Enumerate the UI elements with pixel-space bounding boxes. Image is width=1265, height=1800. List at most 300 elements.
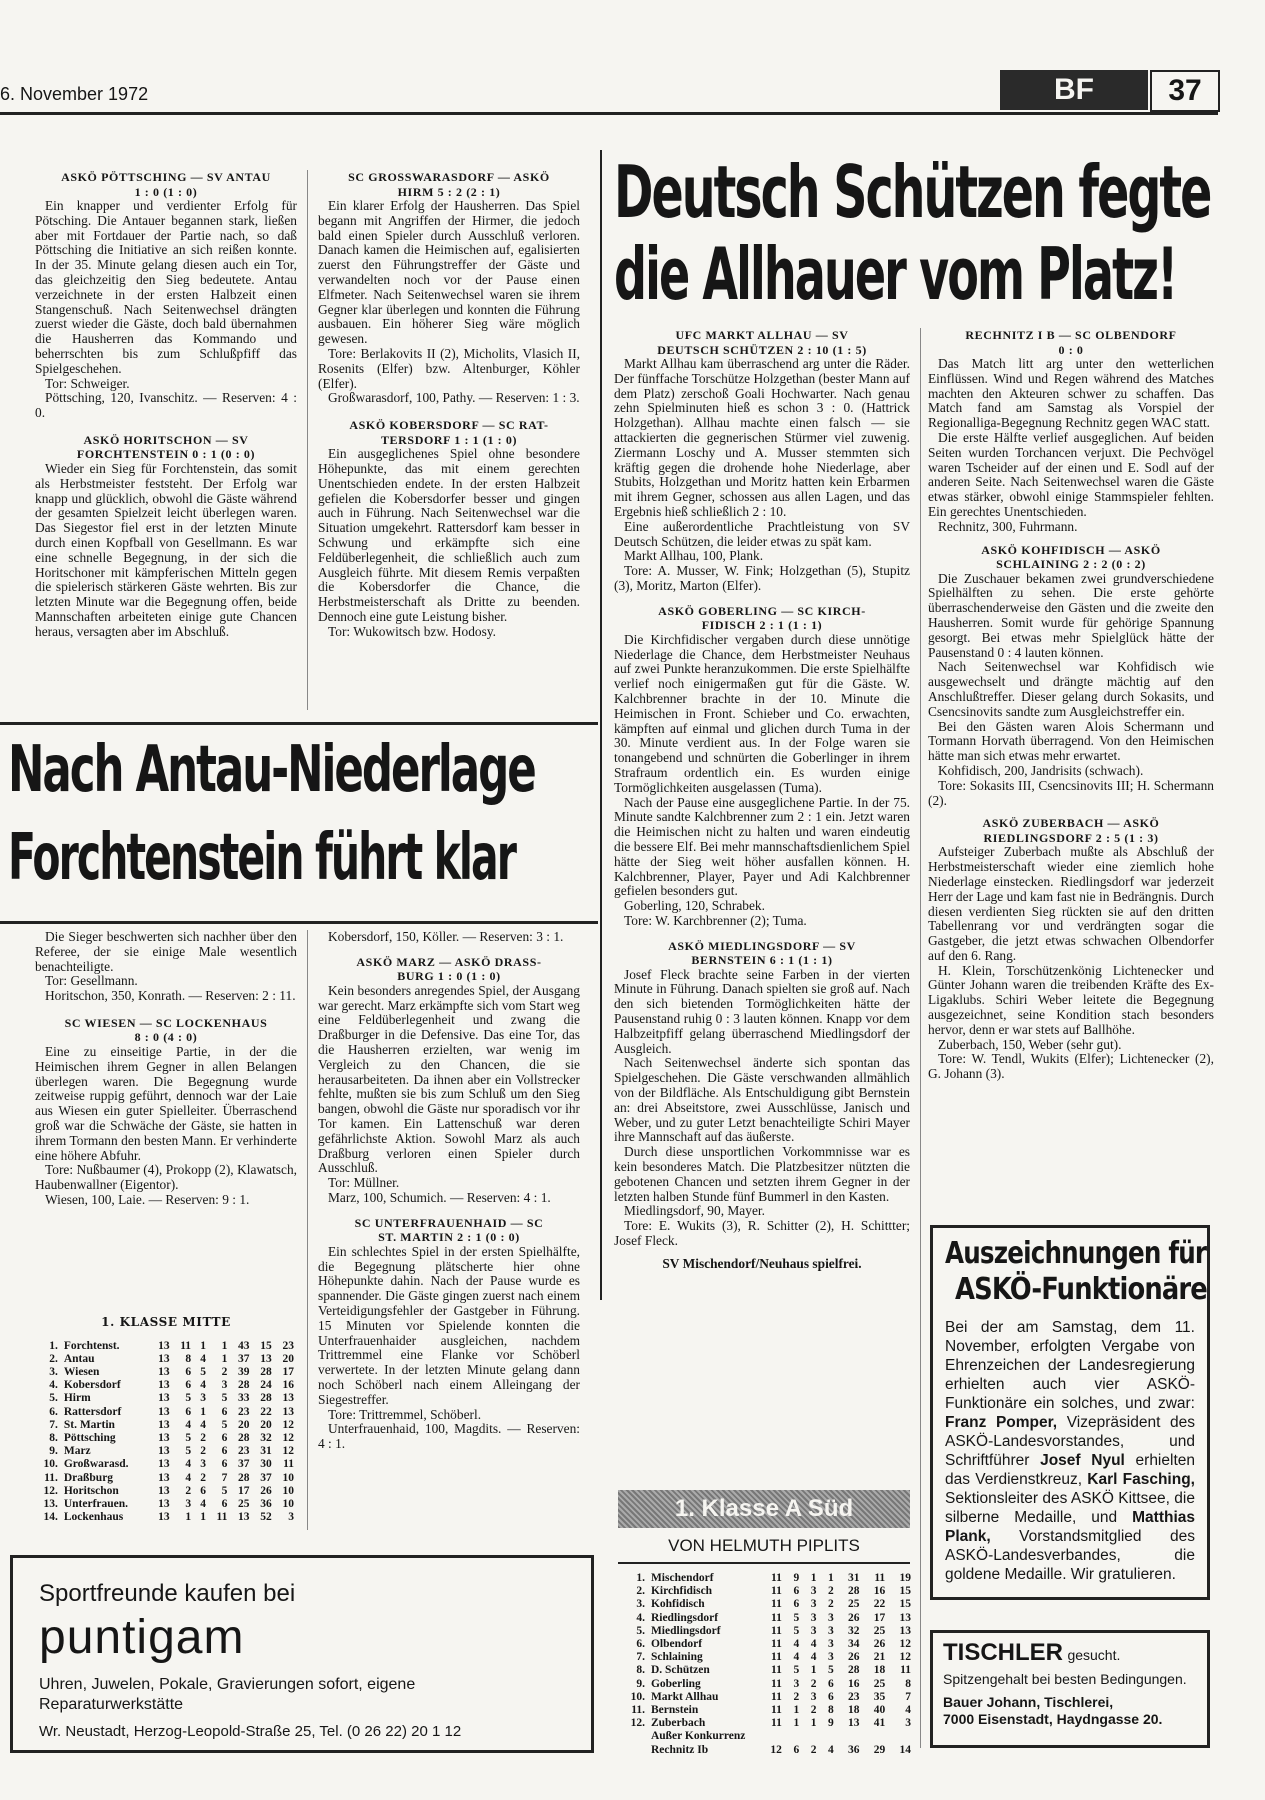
table-cell: 2 <box>810 1677 817 1690</box>
ad-text: 7000 Eisenstadt, Haydngasse 20. <box>943 1711 1163 1727</box>
article-text: Nach Seitenwechsel änderte sich spontan das Spielgeschehen. Die Gäste verschwanden allmählich von der Bildfläche. Als Entschuldigung gibt Bernstein an: drei Abseitstore, zwei Ausschlüsse, Janisch und Weber, und zu guter Letzt benachteiligte Schiri Mayer ihre Mannschaft auf das äußerste. <box>614 1055 910 1145</box>
table-cell: 7. <box>636 1651 645 1664</box>
table-cell: 3 <box>827 1638 834 1651</box>
article-text: Ein knapper und verdienter Erfolg für Pötsching. Die Antauer begannen stark, ließen aber mit Fortdauer der Partie nach, so daß Pöttsching die Initiative an sich reißen konnte. In der 35. Minute gelang diesen auch ein Tor, das gleichzeitig den Sieg bedeutete. Antau verzeichnete in der ersten Halbzeit einen Stangenschuß. Nach Seitenwechsel drängten zuerst wieder die Gäste, doch bald übernahmen die Hausherren das Kommando und beherrschten bis zum Schlußpfiff das Spielgeschehen. <box>35 198 297 376</box>
table-row <box>618 1572 914 1585</box>
table-cell: 39 <box>238 1365 250 1378</box>
table-cell: 5 <box>185 1392 192 1405</box>
table-cell: 29 <box>873 1743 886 1756</box>
award-name: Matthias Plank, <box>945 1509 1195 1545</box>
table-cell: 20 <box>282 1352 294 1365</box>
article-text: Wieder ein Sieg für Forchtenstein, das somit als Herbstmeister feststeht. Der Erfolg war knapp und glücklich, obwohl die Gäste während der gesamten Spielzeit leicht überlegen waren. Das Siegestor fiel erst in der letzten Minute durch einen Kopfball von Gesellmann. Es war eine schnelle Begegnung, in der sich die Horitschoner mit kämpferischen Mitteln gegen die spielerisch stärkeren Gäste wehrten. Bis zur letzten Minute war die Begegnung offen, beide Mannschaften arbeiteten einige gute Chancen heraus, versagten aber im Abschluß. <box>35 460 297 639</box>
table-title: 1. KLASSE MITTE <box>101 1315 231 1329</box>
article-text: Die Zuschauer bekamen zwei grundverschiedene Spielhälften zu sehen. Die erste gehörte überraschenderweise den Gästen und die zweite den Hausherren. Somit wurde für gehörige Spannung gesorgt. Bei etwas mehr Spielglück hätte der Pausenstand 0 : 4 lauten können. <box>928 570 1214 660</box>
table-row <box>618 1704 914 1717</box>
match-info: Wiesen, 100, Laie. — Reserven: 9 : 1. <box>45 1191 250 1207</box>
table-cell: 13. <box>43 1497 58 1510</box>
table-row <box>35 1445 297 1458</box>
table-cell: 8 <box>185 1352 192 1365</box>
match-info: Marz, 100, Schumich. — Reserven: 4 : 1. <box>328 1189 551 1205</box>
scorers: Tor: Gesellmann. <box>45 973 138 989</box>
scorers: Tore: E. Wukits (3), R. Schitter (2), H. Schittter; Josef Fleck. <box>614 1218 910 1249</box>
table-cell: 11 <box>283 1458 294 1471</box>
table-cell <box>618 1730 648 1743</box>
table-cell: 6 <box>185 1365 192 1378</box>
table-cell: 37 <box>260 1471 272 1484</box>
match-title: ASKÖ ZUBERBACH — ASKÖ <box>982 816 1160 831</box>
table-cell: 26 <box>847 1611 860 1624</box>
table-cell: 2 <box>200 1471 206 1484</box>
table-row <box>35 1472 297 1485</box>
table-row <box>618 1717 914 1730</box>
team-name: Rechnitz Ib <box>650 1743 709 1756</box>
table-cell: 5 <box>793 1611 800 1624</box>
match-title: ASKÖ HORITSCHON — SV <box>83 432 249 447</box>
table-cell: 6 <box>221 1497 228 1510</box>
col2-bottom <box>318 930 580 1452</box>
table-cell: 10 <box>282 1471 294 1484</box>
article-text: Kein besonders anregendes Spiel, der Ausgang war gerecht. Marz erkämpfte sich vom Start weg eine Feldüberlegenheit und zwang die Draßburger in die Defensive. Das eine Tor, das die Hausherren erzielten, war wenig im Vergleich zu den Chancen, die sie herausarbeiteten. Da ihnen aber ein Vollstrecker fehlte, mußten sie bis zum Schluß um den Sieg bangen, obwohl die Gäste nur sporadisch vor ihr Tor kamen. Ein Lattenschuß war deren gefährlichste Aktion. Sowohl Marz als auch Draßburg verloren einen Spieler durch Ausschluß. <box>318 982 580 1176</box>
table-cell: 32 <box>847 1624 860 1637</box>
match-score: 0 : 0 <box>1058 342 1084 357</box>
article-text: Bei den Gästen waren Alois Schermann und Tormann Horvath überragend. Von den Heimischen hätte man sich etwas mehr erwartet. <box>928 718 1214 764</box>
table-cell: 4 <box>793 1638 800 1651</box>
box-title: Auszeichnungen für <box>945 1236 1207 1271</box>
table-cell: 2 <box>793 1690 800 1703</box>
table-cell: 13 <box>158 1497 170 1510</box>
table-cell: 25 <box>847 1598 860 1611</box>
table-cell: 24 <box>260 1379 272 1392</box>
table-cell: 13 <box>158 1365 170 1378</box>
table-cell: 4 <box>905 1704 911 1717</box>
table-cell: 11 <box>771 1704 782 1717</box>
headline-line-1: Deutsch Schützen fegte <box>614 150 1211 234</box>
table-cell: 5 <box>827 1664 834 1677</box>
table-cell: 2. <box>636 1585 645 1598</box>
box-text: erhielten das Verdienstkreuz, <box>945 1452 1195 1488</box>
table-cell: 3 <box>827 1651 834 1664</box>
table-cell: 10. <box>43 1458 58 1471</box>
table-cell: 3 <box>288 1511 294 1524</box>
match-score: BURG 1 : 0 (1 : 0) <box>397 969 501 984</box>
table-cell: 11 <box>874 1572 886 1584</box>
table-cell: 28 <box>238 1431 250 1444</box>
table-cell: 5 <box>793 1624 800 1637</box>
table-row <box>35 1406 297 1419</box>
table-cell: 3 <box>905 1717 911 1730</box>
table-cell: 2 <box>200 1445 206 1458</box>
table-cell: 26 <box>873 1638 886 1651</box>
table-cell: 6 <box>185 1379 192 1392</box>
table-cell: 13 <box>260 1352 272 1365</box>
table-cell: 12 <box>282 1418 294 1431</box>
article-text: Die Sieger beschwerten sich nachher über den Referee, der sie einige Male wesentlich benachteiligte. <box>35 929 297 974</box>
table-cell: 15 <box>899 1585 911 1598</box>
table-row <box>618 1730 914 1743</box>
match-score: TERSDORF 1 : 1 (1 : 0) <box>380 432 518 447</box>
table-cell: 22 <box>260 1405 272 1418</box>
main-headline <box>614 150 1219 318</box>
table-row <box>618 1744 914 1757</box>
table-cell: 6. <box>636 1638 645 1651</box>
team-name: Draßburg <box>63 1471 114 1484</box>
team-name: Kobersdorf <box>63 1379 121 1392</box>
table-cell: 11 <box>771 1651 782 1664</box>
table-cell: 43 <box>238 1339 250 1352</box>
table-cell: 11 <box>771 1611 782 1624</box>
team-name: Goberling <box>650 1677 701 1690</box>
table-cell: 13 <box>158 1339 170 1352</box>
table-cell: 2 <box>185 1484 192 1497</box>
team-name: Olbendorf <box>650 1638 703 1651</box>
scorers: Tore: W. Tendl, Wukits (Elfer); Lichtenecker (2), G. Johann (3). <box>928 1051 1214 1082</box>
team-name: Wiesen <box>63 1365 100 1378</box>
table-cell: 11 <box>771 1598 782 1611</box>
table-cell: 4 <box>200 1497 206 1510</box>
table-cell: 6 <box>221 1405 228 1418</box>
table-cell: 2 <box>827 1585 834 1598</box>
table-cell: 3 <box>185 1497 192 1510</box>
table-cell: 32 <box>260 1431 272 1444</box>
table-cell: 5 <box>185 1445 192 1458</box>
table-cell: 6 <box>793 1743 800 1756</box>
table-cell: 6 <box>200 1484 206 1497</box>
article-text: Eine außerordentliche Prachtleistung von SV Deutsch Schützen, die leider etwas zu spät kam. <box>614 518 910 549</box>
table-cell: 6 <box>827 1690 834 1703</box>
table-cell: 4. <box>636 1611 645 1624</box>
table-row <box>35 1511 297 1524</box>
match-title: ASKÖ KOBERSDORF — SC RAT- <box>349 418 549 433</box>
article-text: Josef Fleck brachte seine Farben in der vierten Minute in Führung. Danach spielten sie groß auf. Nach den sich bietenden Tormöglichkeiten hätte der Pausenstand ruhig 0 : 3 lauten können. Knapp vor dem Halbzeitpfiff gelang überraschend Miedlingsdorf der Ausgleich. <box>614 966 910 1056</box>
table-cell: 1 <box>810 1664 817 1677</box>
table-cell: 21 <box>873 1651 886 1664</box>
table-cell: 1 <box>810 1572 817 1584</box>
bf-logo: BF <box>1000 70 1148 110</box>
table-section-label: Außer Konkurrenz <box>650 1730 746 1743</box>
table-cell: 14 <box>899 1743 911 1756</box>
table-cell: 28 <box>260 1365 272 1378</box>
table-cell: 36 <box>260 1497 272 1510</box>
scorers: Tore: W. Karchbrenner (2); Tuma. <box>624 912 807 928</box>
table-cell: 4 <box>200 1352 206 1365</box>
table-cell: 3. <box>636 1598 645 1611</box>
match-info: Miedlingsdorf, 90, Mayer. <box>624 1203 765 1219</box>
ad-text: gesucht. <box>1067 1647 1121 1663</box>
ad-tischler <box>930 1630 1210 1748</box>
table-cell: 34 <box>847 1638 860 1651</box>
column-rule <box>307 170 308 710</box>
match-score: FIDISCH 2 : 1 (1 : 1) <box>701 618 823 633</box>
table-cell: 6. <box>49 1405 58 1418</box>
table-cell: 13 <box>158 1352 170 1365</box>
table-cell: 13 <box>899 1624 911 1637</box>
table-cell: 6 <box>827 1677 834 1690</box>
table-cell: 31 <box>847 1572 860 1584</box>
table-cell: 1 <box>185 1511 192 1524</box>
headline-line-2: Forchtenstein führt klar <box>8 821 516 895</box>
table-cell: 2 <box>200 1431 206 1444</box>
table-cell: 13 <box>847 1717 860 1730</box>
team-name: Antau <box>63 1352 95 1365</box>
match-title: RECHNITZ I B — SC OLBENDORF <box>965 328 1177 342</box>
match-info: Großwarasdorf, 100, Pathy. — Reserven: 1 : 3. <box>328 390 580 406</box>
klasse-sued-banner: 1. Klasse A Süd <box>618 1490 910 1528</box>
table-cell: 1 <box>200 1339 206 1352</box>
page-date: 6. November 1972 <box>0 84 149 104</box>
table-cell: 28 <box>847 1664 860 1677</box>
table-cell: 8 <box>827 1704 834 1717</box>
table-cell: 3 <box>810 1611 817 1624</box>
table-cell: 3 <box>810 1585 817 1598</box>
team-name: Miedlingsdorf <box>650 1624 721 1637</box>
table-cell: 3 <box>810 1624 817 1637</box>
table-cell: 2 <box>827 1598 834 1611</box>
table-cell: 25 <box>873 1624 886 1637</box>
table-cell: 9 <box>793 1572 800 1584</box>
table-cell: 30 <box>260 1458 272 1471</box>
team-name: Schlaining <box>650 1651 703 1664</box>
table-cell: 4 <box>793 1651 800 1664</box>
table-cell: 20 <box>260 1418 272 1431</box>
match-title: SC WIESEN — SC LOCKENHAUS <box>64 1015 268 1030</box>
scorers: Tore: Berlakovits II (2), Micholits, Vlasich II, Rosenits (Elfer) bzw. Altenburger, Köhler (Elfer). <box>318 345 580 391</box>
article-text: Die Kirchfidischer vergaben durch diese unnötige Niederlage die Chance, dem Herbstmeister Neuhaus auf zwei Punkte heranzukommen. Die erste Spielhälfte verlief noch einigermaßen gut für die Gäste. W. Kalchbrenner brachte in der 10. Minute die Heimischen in Front. Schieber und Co. erwachten, kämpften auf einmal und glichen durch Tuma in der 30. Minute verdient aus. In der Folge waren sie tonangebend und schnürten die Goberlinger in ihrem Strafraum ordentlich ein. Es wurden einige Tormöglichkeiten ausgelassen (Tuma). <box>614 631 910 795</box>
table-cell: 12 <box>899 1638 911 1651</box>
table-klasse-sued <box>618 1572 914 1757</box>
table-cell: 35 <box>873 1690 886 1703</box>
col1-top <box>35 170 297 640</box>
table-cell: 28 <box>260 1392 272 1405</box>
table-cell: 3. <box>49 1365 58 1378</box>
table-cell: 9. <box>636 1677 645 1690</box>
table-cell: 25 <box>238 1497 250 1510</box>
table-row <box>618 1612 914 1625</box>
table-cell: 11 <box>771 1572 782 1584</box>
table-cell: 4 <box>810 1638 817 1651</box>
match-title: UFC MARKT ALLHAU — SV <box>675 328 849 342</box>
byline: VON HELMUTH PIPLITS <box>618 1536 910 1564</box>
article-text: Durch diese unsportlichen Vorkommnisse war es kein besonderes Match. Die Platzbesitzer nützten die gebotenen Chancen und setzten ihrem Gegner in der letzten halben Stunde fünf Bummerl in den Kasten. <box>614 1144 910 1204</box>
match-score: BERNSTEIN 6 : 1 (1 : 1) <box>691 953 833 968</box>
table-cell: 13 <box>899 1611 911 1624</box>
table-row <box>618 1651 914 1664</box>
table-cell: 3 <box>221 1379 228 1392</box>
match-info: Kohfidisch, 200, Jandrisits (schwach). <box>938 762 1144 778</box>
table-cell: 12 <box>282 1431 294 1444</box>
table-cell: 8. <box>636 1664 645 1677</box>
table-cell: 1 <box>200 1511 206 1524</box>
table-cell: 9. <box>49 1445 58 1458</box>
match-title: ASKÖ PÖTTSCHING — SV ANTAU <box>61 170 271 184</box>
team-name: Markt Allhau <box>650 1690 719 1703</box>
team-name: Kohfidisch <box>650 1598 705 1611</box>
match-score: RIEDLINGSDORF 2 : 5 (1 : 3) <box>983 830 1159 845</box>
table-cell: 2 <box>221 1365 228 1378</box>
standings-table <box>618 1572 914 1757</box>
table-cell: 10 <box>282 1497 294 1510</box>
match-score: HIRM 5 : 2 (2 : 1) <box>397 184 501 199</box>
table-cell: 9 <box>827 1717 834 1730</box>
match-info: Markt Allhau, 100, Plank. <box>624 548 764 564</box>
table-cell: 17 <box>238 1484 250 1497</box>
headline-line-2: die Allhauer vom Platz! <box>614 232 1177 316</box>
match-title: SC UNTERFRAUENHAID — SC <box>354 1215 544 1230</box>
table-row <box>618 1598 914 1611</box>
table-cell: 16 <box>873 1585 886 1598</box>
table-cell: 33 <box>238 1392 250 1405</box>
bye-note: SV Mischendorf/Neuhaus spielfrei. <box>662 1255 862 1271</box>
table-cell: 23 <box>282 1339 294 1352</box>
table-cell: 1 <box>200 1405 206 1418</box>
match-title: ASKÖ KOHFIDISCH — ASKÖ <box>981 542 1161 557</box>
table-cell: 11 <box>771 1585 782 1598</box>
ad-line: Uhren, Juwelen, Pokale, Gravierungen sofort, eigene Reparaturwerkstätte <box>39 1676 416 1713</box>
team-name: Riedlingsdorf <box>650 1611 719 1624</box>
page-number: 37 <box>1150 70 1220 112</box>
table-cell: 13 <box>158 1471 170 1484</box>
table-cell: 13 <box>158 1445 170 1458</box>
award-name: Franz Pomper, <box>945 1414 1058 1431</box>
match-title: ASKÖ MIEDLINGSDORF — SV <box>668 938 856 953</box>
box-askoe-awards <box>930 1225 1210 1600</box>
table-cell: 6 <box>793 1598 800 1611</box>
table-cell: 5 <box>185 1431 192 1444</box>
table-cell: 4 <box>185 1418 192 1431</box>
award-name: Karl Fasching, <box>1087 1471 1195 1488</box>
table-row <box>618 1638 914 1651</box>
table-cell: 18 <box>847 1704 860 1717</box>
match-score: FORCHTENSTEIN 0 : 1 (0 : 0) <box>76 447 256 462</box>
table-cell: 28 <box>238 1379 250 1392</box>
table-cell: 26 <box>260 1484 272 1497</box>
ad-line: Sportfreunde kaufen bei <box>39 1580 296 1607</box>
match-score: 8 : 0 (4 : 0) <box>134 1030 198 1045</box>
table-cell: 11 <box>216 1511 228 1524</box>
table-row <box>618 1664 914 1677</box>
article-text: H. Klein, Torschützenkönig Lichtenecker und Günter Johann waren die treibenden Kräfte des Ex-Ligaklubs. Schiri Weber leitete die Begegnung ausgezeichnet, seine Kondition stach besonders hervor, denn er war stets auf Ballhöhe. <box>928 962 1214 1037</box>
team-name: Horitschon <box>63 1484 119 1497</box>
table-cell: 11 <box>771 1677 782 1690</box>
table-row <box>35 1353 297 1366</box>
column-rule <box>307 930 308 1530</box>
table-cell: 2 <box>810 1743 817 1756</box>
table-cell: 13 <box>158 1418 170 1431</box>
table-row <box>35 1379 297 1392</box>
match-info: Zuberbach, 150, Weber (sehr gut). <box>938 1036 1122 1052</box>
table-cell: 5 <box>221 1484 228 1497</box>
box-text: Vizepräsident des ASKÖ-Landesvorstandes, und Schriftführer <box>945 1414 1195 1469</box>
table-cell: 23 <box>238 1405 250 1418</box>
table-cell: 5. <box>49 1392 58 1405</box>
table-cell: 3 <box>200 1458 206 1471</box>
match-info: Kobersdorf, 150, Köller. — Reserven: 3 : 1. <box>328 929 564 944</box>
table-cell: 5 <box>221 1392 228 1405</box>
team-name: Marz <box>63 1445 91 1458</box>
table-cell: 4 <box>185 1458 192 1471</box>
table-cell: 5 <box>221 1418 228 1431</box>
table-row <box>35 1432 297 1445</box>
table-cell: 11 <box>771 1624 782 1637</box>
table-cell: 16 <box>847 1677 860 1690</box>
table-row <box>35 1458 297 1471</box>
table-cell: 22 <box>873 1598 886 1611</box>
match-info: Pöttsching, 120, Ivanschitz. — Reserven: 4 : 0. <box>35 390 297 421</box>
table-cell: 6 <box>221 1445 228 1458</box>
headline-box-antau <box>0 722 598 924</box>
table-cell: 13 <box>158 1379 170 1392</box>
table-cell: 11 <box>180 1339 192 1352</box>
team-name: Unterfrauen. <box>63 1497 129 1510</box>
table-cell: 6 <box>185 1405 192 1418</box>
scorers: Tore: Sokasits III, Csencsinovits III; H. Schermann (2). <box>928 777 1214 808</box>
table-cell: 3 <box>200 1392 206 1405</box>
table-cell: 36 <box>847 1743 860 1756</box>
article-text: Ein schlechtes Spiel in der ersten Spielhälfte, die Begegnung plätscherte hier ohne Höhepunkte dahin. Nach der Pause wurde es spannender. Die Gäste gingen zuerst nach einem Verteidigungsfehler der Gastgeber in Führung. 15 Minuten vor Spielende konnten die Unterfrauenhaider ausgleichen, nachdem Trittremmel eine Flanke vor Schöberl verwertete. In der letzten Minute gelang dann noch Schöberl nach einem Alleingang der Siegestreffer. <box>318 1243 580 1407</box>
table-cell: 1 <box>793 1704 800 1717</box>
table-cell: 23 <box>238 1445 250 1458</box>
table-cell: 4 <box>185 1471 192 1484</box>
ad-brand: puntigam <box>39 1611 245 1664</box>
team-name: Bernstein <box>650 1704 699 1717</box>
table-cell: 1 <box>810 1717 817 1730</box>
table-row <box>35 1498 297 1511</box>
table-row <box>35 1340 297 1353</box>
table-cell: 40 <box>873 1704 886 1717</box>
table-cell: 20 <box>238 1418 250 1431</box>
ad-title: TISCHLER <box>943 1639 1063 1666</box>
article-text: Eine zu einseitige Partie, in der die Heimischen ihrem Gegner in allen Belangen überlegen waren. Die Begegnung wurde zeitweise ruppig geführt, dennoch war der Laie aus Wiesen ein guter Spielleiter. Überraschend groß war die Schwäche der Gäste, sie hatten in ihrem Tormann den besten Mann. Er verhinderte eine höhere Abfuhr. <box>35 1043 297 1163</box>
table-cell: 6 <box>221 1431 228 1444</box>
table-row <box>35 1366 297 1379</box>
article-text: Markt Allhau kam überraschend arg unter die Räder. Der fünffache Torschütze Holzgethan (bester Mann auf dem Platz) zerschoß Goali Hochwarter. Nach genau zehn Spielminuten hieß es schon 3 : 0. (Hattrick Holzgethan). Allhau machte einen falsch — sie attackierten die gegnerischen Stürmer viel zuwenig. Ziermann Loschy und A. Musser stemmten sich kräftig gegen die drohende hohe Niederlage, aber Stubits, Holzgethan und Moritz hatten kein Erbarmen mit ihrem Gegner, schossen aus allen Lagen, und das Ergebnis hieß schließlich 2 : 10. <box>614 356 911 519</box>
table-row <box>618 1625 914 1638</box>
column-rule <box>920 328 921 1748</box>
table-cell: 14. <box>43 1511 58 1524</box>
article-text: Nach der Pause eine ausgeglichene Partie. In der 75. Minute sandte Kalchbrenner zum 2 : 1 ein. Jetzt waren die Heimischen nicht zu halten und waren eindeutig die bessere Elf. Bei mehr mannschaftsdienlichem Spiel hätte der Sieg weit höher ausfallen können. H. Kalchbrenner, Player, Payer und Adi Kalchbrenner gefielen besonders gut. <box>614 794 910 899</box>
table-cell: 4 <box>200 1418 206 1431</box>
table-cell: 12 <box>770 1743 782 1756</box>
table-cell: 11 <box>771 1664 782 1677</box>
ad-address: Wr. Neustadt, Herzog-Leopold-Straße 25, Tel. (0 26 22) 20 1 12 <box>39 1723 462 1740</box>
scorers: Tore: Trittremmel, Schöberl. <box>328 1406 482 1422</box>
header-rule <box>0 112 1218 115</box>
table-cell: 13 <box>158 1431 170 1444</box>
table-cell: 18 <box>873 1664 886 1677</box>
ad-text: Bauer Johann, Tischlerei, <box>943 1694 1114 1710</box>
article-text: Ein klarer Erfolg der Hausherren. Das Spiel begann mit Angriffen der Hirmer, die jedoch bald einen Spieler durch Ausschluß verloren. Danach kamen die Heimischen auf, egalisierten zuerst den Führungstreffer der Gäste und verwandelten noch vor der Pause einen Elfmeter. Nach Seitenwechsel waren sie ihrem Gegner klar überlegen und konnten die Führung ausbauen. Ein höherer Sieg wäre möglich gewesen. <box>318 198 580 347</box>
table-cell: 2 <box>810 1704 817 1717</box>
article-text: Ein ausgeglichenes Spiel ohne besondere Höhepunkte, das mit einem gerechten Unentschieden endete. In der ersten Halbzeit gefielen die Kobersdorfer besser und gingen auch in Führung. Nach Seitenwechsel war die Situation umgekehrt. Rattersdorf kam besser in Schwung und erkämpfte sich eine Feldüberlegenheit, die schließlich auch zum Ausgleich führte. Mit diesem Remis verpaßten die Kobersdorfer die Chance, die Herbstmeisterschaft als Dritte zu beenden. Dennoch eine gute Leistung bisher. <box>318 446 580 624</box>
table-cell: 13 <box>158 1458 170 1471</box>
table-cell: 11 <box>771 1638 782 1651</box>
scorers: Tor: Schweiger. <box>45 375 130 391</box>
box-text: Bei der am Samstag, dem 11. November, erfolgten Vergabe von Ehrenzeichen der Landesregierung erhielten auch vier ASKÖ-Funktionäre ein solches, und zwar: <box>945 1319 1195 1412</box>
table-cell: 12. <box>43 1484 58 1497</box>
match-info: Horitschon, 350, Konrath. — Reserven: 2 : 11. <box>45 988 296 1004</box>
table-cell: 1 <box>221 1339 228 1352</box>
table-cell: 13 <box>158 1511 170 1524</box>
team-name: Kirchfidisch <box>650 1585 713 1598</box>
match-title: ASKÖ GOBERLING — SC KIRCH- <box>658 603 866 618</box>
table-cell: 15 <box>899 1598 911 1611</box>
article-text: Nach Seitenwechsel war Kohfidisch wie ausgewechselt und drängte mächtig auf den Anschlußtreffer. Dieser gelang durch Sokasits, und Csencsinovits sandte zum Ausgleichstreffer ein. <box>928 659 1214 719</box>
table-cell: 13 <box>158 1392 170 1405</box>
table-cell: 13 <box>282 1392 294 1405</box>
team-name: Zuberbach <box>650 1717 706 1730</box>
table-cell: 52 <box>260 1511 272 1524</box>
team-name: D. Schützen <box>650 1664 710 1677</box>
table-cell: 1 <box>827 1572 834 1584</box>
